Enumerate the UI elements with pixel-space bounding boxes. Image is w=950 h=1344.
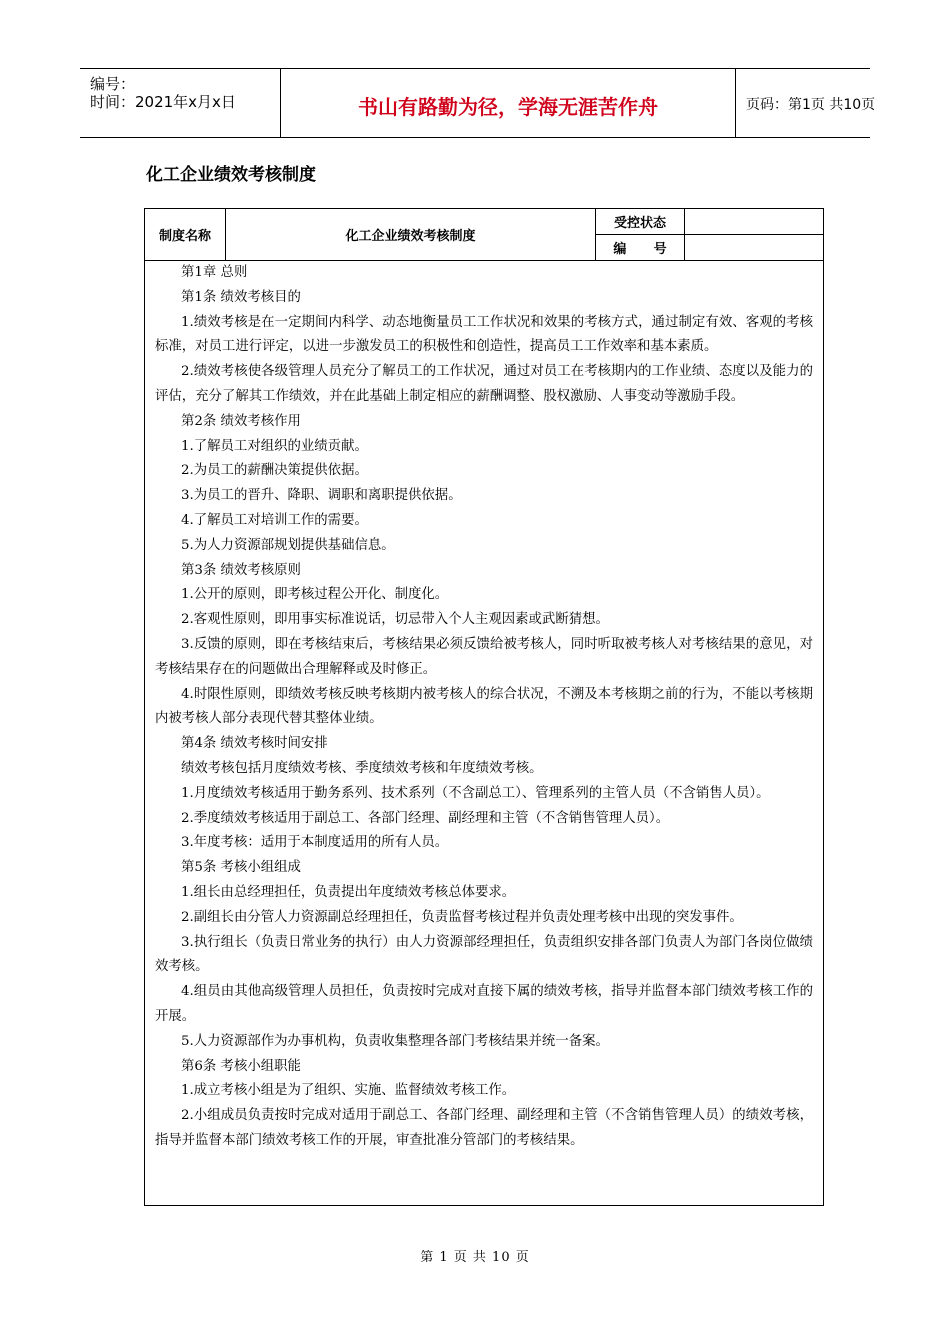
body-paragraph: 1.公开的原则，即考核过程公开化、制度化。 xyxy=(181,587,449,603)
body-paragraph: 2.季度绩效考核适用于副总工、各部门经理、副经理和主管（不含销售管理人员）。 xyxy=(181,810,670,826)
body-paragraph: 3.反馈的原则，即在考核结束后，考核结果必须反馈给被考核人，同时听取被考核人对考核结果的意见，对考核结果存在的问题做出合理解释或及时修正。 xyxy=(155,636,813,677)
body-paragraph: 绩效考核包括月度绩效考核、季度绩效考核和年度绩效考核。 xyxy=(181,760,543,776)
body-paragraph: 第5条 考核小组组成 xyxy=(181,860,301,876)
body-paragraph: 第4条 绩效考核时间安排 xyxy=(181,736,328,752)
serial-number-value xyxy=(685,235,823,260)
regulation-name-value: 化工企业绩效考核制度 xyxy=(345,229,476,244)
body-paragraph: 3.年度考核：适用于本制度适用的所有人员。 xyxy=(181,835,449,851)
body-paragraph: 5.为人力资源部规划提供基础信息。 xyxy=(181,537,395,553)
control-status-label: 受控状态 xyxy=(613,216,666,231)
body-paragraph: 第6条 考核小组职能 xyxy=(181,1058,301,1074)
body-paragraph: 4.了解员工对培训工作的需要。 xyxy=(181,512,368,528)
body-paragraph: 4.时限性原则，即绩效考核反映考核期内被考核人的综合状况，不溯及本考核期之前的行为，不能以考核期内被考核人部分表现代替其整体业绩。 xyxy=(155,686,813,727)
regulation-name-label: 制度名称 xyxy=(158,229,211,244)
body-paragraph: 5.人力资源部作为办事机构，负责收集整理各部门考核结果并统一备案。 xyxy=(181,1033,609,1049)
document-time-label: 时间：2021年x月x日 xyxy=(90,93,236,111)
body-paragraph: 3.为员工的晋升、降职、调职和离职提供依据。 xyxy=(181,488,462,504)
body-paragraph: 2.小组成员负责按时完成对适用于副总工、各部门经理、副经理和主管（不含销售管理人员）的绩效考核，指导并监督本部门绩效考核工作的开展，审查批准分管部门的考核结果。 xyxy=(155,1108,813,1148)
body-paragraph: 4.组员由其他高级管理人员担任，负责按时完成对直接下属的绩效考核，指导并监督本部门绩效考核工作的开展。 xyxy=(155,984,813,1024)
body-paragraph: 2.为员工的薪酬决策提供依据。 xyxy=(181,463,368,479)
document-title: 化工企业绩效考核制度 xyxy=(146,165,316,185)
body-paragraph: 1.了解员工对组织的业绩贡献。 xyxy=(181,438,368,454)
header-page-info: 页码：第1页 共10页 xyxy=(746,97,876,113)
header-motto-cell xyxy=(280,69,736,137)
body-paragraph: 第2条 绩效考核作用 xyxy=(181,413,301,429)
body-paragraph: 1.成立考核小组是为了组织、实施、监督绩效考核工作。 xyxy=(181,1083,516,1099)
regulation-body xyxy=(145,261,823,1154)
regulation-table xyxy=(144,208,824,1206)
serial-number-label: 编 号 xyxy=(613,242,667,257)
body-paragraph: 2.客观性原则，即用事实标准说话，切忌带入个人主观因素或武断猜想。 xyxy=(181,612,609,628)
body-paragraph: 1.绩效考核是在一定期间内科学、动态地衡量员工工作状况和效果的考核方式，通过制定有效、客观的考核标准，对员工进行评定，以进一步激发员工的积极性和创造性，提高员工工作效率和基本素质。 xyxy=(155,314,813,355)
page-footer: 第 1 页 共 10 页 xyxy=(420,1250,530,1265)
body-paragraph: 2.绩效考核使各级管理人员充分了解员工的工作状况，通过对员工在考核期内的工作业绩、态度以及能力的评估，充分了解其工作绩效，并在此基础上制定相应的薪酬调整、股权激励、人事变动等激励手段。 xyxy=(155,364,813,404)
body-paragraph: 第3条 绩效考核原则 xyxy=(181,562,301,578)
body-paragraph: 第1章 总则 xyxy=(181,265,248,280)
page-header xyxy=(80,68,876,138)
body-paragraph: 1.月度绩效考核适用于勤务系列、技术系列（不含副总工）、管理系列的主管人员（不含销售人员）。 xyxy=(181,785,770,801)
table-header-row xyxy=(145,209,823,261)
header-motto: 书山有路勤为径，学海无涯苦作舟 xyxy=(358,95,658,119)
body-paragraph: 2.副组长由分管人力资源副总经理担任，负责监督考核过程并负责处理考核中出现的突发事件。 xyxy=(181,909,743,925)
body-paragraph: 第1条 绩效考核目的 xyxy=(181,289,301,305)
document-number-label: 编号： xyxy=(90,75,136,93)
header-page-cell xyxy=(736,69,876,137)
control-status-value xyxy=(685,209,823,234)
body-paragraph: 3.执行组长（负责日常业务的执行）由人力资源部经理担任，负责组织安排各部门负责人为部门各岗位做绩效考核。 xyxy=(155,934,813,975)
body-paragraph: 1.组长由总经理担任，负责提出年度绩效考核总体要求。 xyxy=(181,884,516,900)
header-meta-cell xyxy=(80,69,280,137)
